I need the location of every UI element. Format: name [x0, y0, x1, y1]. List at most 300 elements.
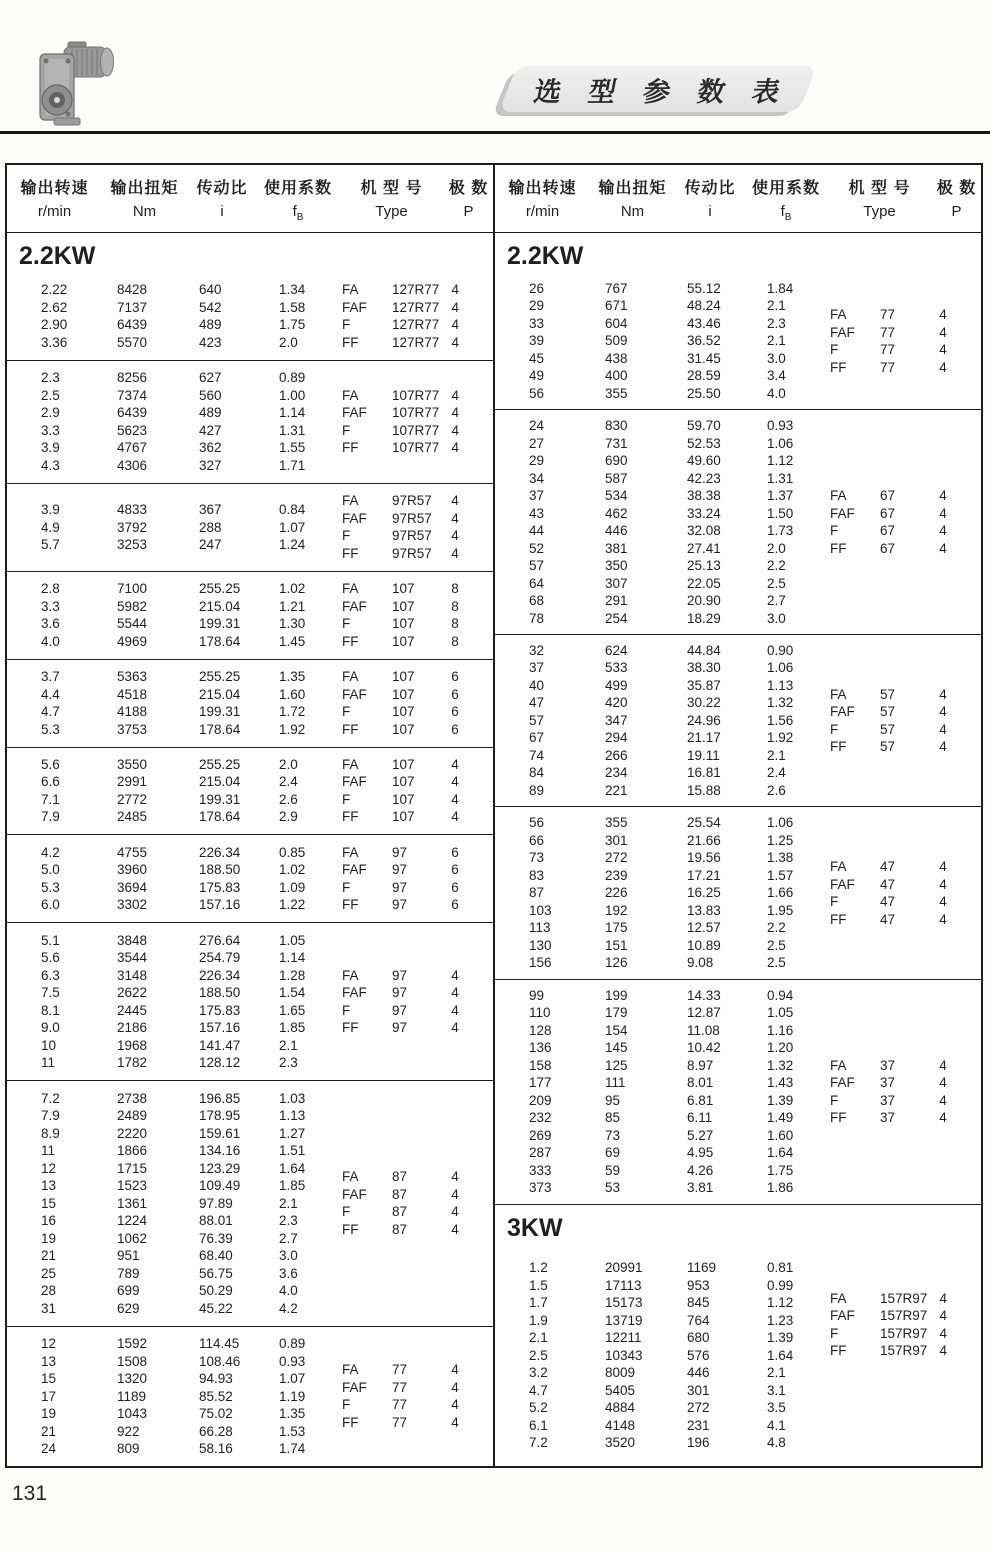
type-size: 97: [392, 844, 408, 860]
cell-output-torque: 699: [117, 1283, 140, 1299]
type-prefix: FA: [342, 1169, 359, 1185]
cell-service-factor: 1.25: [767, 832, 794, 848]
cell-service-factor: 1.64: [767, 1347, 794, 1363]
cell-ratio: 128.12: [199, 1055, 241, 1071]
type-row: [342, 439, 471, 457]
cell-service-factor: 1.05: [279, 932, 306, 948]
data-block: [7, 1326, 493, 1466]
table-row: [7, 1177, 342, 1195]
cell-output-torque: 69: [605, 1145, 621, 1161]
type-size: 37: [880, 1057, 896, 1073]
type-prefix: FA: [342, 967, 359, 983]
cell-output-speed: 209: [529, 1092, 552, 1108]
cell-ratio: 32.08: [687, 523, 721, 539]
table-row: [495, 1382, 830, 1400]
type-prefix: FF: [342, 1221, 359, 1237]
cell-output-torque: 2485: [117, 809, 148, 825]
type-prefix: FAF: [342, 299, 367, 315]
poles-value: 4: [451, 545, 459, 561]
cell-service-factor: 1.37: [767, 488, 794, 504]
cell-output-speed: 110: [529, 1005, 551, 1021]
type-row: [342, 387, 471, 405]
data-block: [7, 659, 493, 747]
cell-service-factor: 0.90: [767, 642, 794, 658]
cell-service-factor: 1.53: [279, 1423, 306, 1439]
type-prefix: FAF: [830, 1308, 855, 1323]
type-prefix: FAF: [342, 1379, 367, 1395]
cell-ratio: 13.83: [687, 902, 721, 918]
table-row: [495, 1109, 830, 1127]
poles-value: 4: [451, 985, 459, 1001]
type-row: [342, 703, 471, 721]
cell-ratio: 22.05: [687, 575, 721, 591]
type-list: [342, 1086, 493, 1320]
type-prefix: FA: [830, 488, 847, 504]
poles-value: 6: [451, 686, 459, 702]
type-row: [342, 527, 471, 545]
type-size: 87: [392, 1169, 408, 1185]
table-half: [493, 165, 981, 1466]
cell-service-factor: 0.84: [279, 502, 306, 518]
table-row: [7, 1037, 342, 1055]
cell-output-torque: 234: [605, 765, 628, 781]
type-list: [830, 415, 981, 629]
cell-output-speed: 15: [41, 1371, 57, 1387]
type-row: [830, 1057, 959, 1075]
cell-service-factor: 0.93: [279, 1353, 306, 1369]
type-size: 97R57: [392, 493, 432, 509]
header-unit: Nm: [132, 203, 157, 220]
cell-service-factor: 1.06: [767, 815, 794, 831]
cell-output-speed: 47: [529, 695, 545, 711]
poles-value: 4: [939, 1092, 947, 1108]
cell-output-torque: 199: [605, 987, 628, 1003]
type-prefix: FA: [342, 282, 359, 298]
poles-value: 4: [939, 324, 947, 340]
table-row: [7, 1388, 342, 1406]
cell-output-torque: 151: [605, 937, 628, 953]
type-row: [342, 861, 471, 879]
type-list: [342, 840, 493, 917]
cell-service-factor: 1.03: [279, 1090, 306, 1106]
data-block: [495, 409, 981, 634]
poles-value: 4: [939, 1057, 947, 1073]
type-row: [830, 1109, 959, 1127]
header-unit: i: [708, 203, 712, 220]
cell-service-factor: 2.5: [767, 955, 786, 971]
type-prefix: FAF: [830, 324, 855, 340]
cell-output-speed: 34: [529, 470, 545, 486]
table-row: [7, 404, 342, 422]
cell-ratio: 35.87: [687, 677, 721, 693]
cell-ratio: 15.88: [687, 782, 721, 798]
table-row: [7, 721, 342, 739]
poles-value: 6: [451, 897, 459, 913]
banner-shape: [499, 66, 818, 112]
type-prefix: FF: [342, 545, 359, 561]
cell-ratio: 75.02: [199, 1406, 233, 1422]
cell-output-torque: 4188: [117, 704, 148, 720]
type-row: [830, 893, 959, 911]
column-header-cell: [675, 175, 745, 223]
type-list: [830, 278, 981, 404]
column-header-cell: [7, 175, 102, 223]
cell-output-torque: 95: [605, 1092, 621, 1108]
table-row: [495, 505, 830, 523]
type-size: 107R77: [392, 440, 440, 456]
cell-output-torque: 175: [605, 920, 628, 936]
header-label: 使用系数: [263, 180, 332, 197]
table-row: [7, 808, 342, 826]
table-row: [7, 1405, 342, 1423]
cell-output-torque: 1782: [117, 1055, 148, 1071]
table-row: [495, 1294, 830, 1312]
table-row: [495, 417, 830, 435]
table-row: [7, 281, 342, 299]
header-label: 输出转速: [508, 180, 577, 197]
type-size: 57: [880, 721, 896, 737]
poles-value: 4: [939, 1290, 948, 1306]
cell-service-factor: 1.28: [279, 967, 306, 983]
cell-output-torque: 2991: [117, 774, 148, 790]
cell-output-speed: 52: [529, 540, 545, 556]
type-row: [830, 1092, 959, 1110]
column-header-cell: [745, 175, 827, 223]
type-prefix: FF: [342, 440, 359, 456]
table-row: [495, 557, 830, 575]
type-row: [830, 324, 959, 342]
table-row: [7, 1335, 342, 1353]
cell-ratio: 199.31: [199, 791, 241, 807]
poles-value: 4: [451, 493, 459, 509]
cell-output-speed: 5.6: [41, 950, 60, 966]
cell-output-speed: 5.3: [41, 721, 60, 737]
table-row: [495, 747, 830, 765]
cell-output-speed: 5.7: [41, 537, 60, 553]
type-prefix: FAF: [342, 510, 367, 526]
header-unit: P: [951, 203, 962, 220]
type-row: [342, 1361, 471, 1379]
header-unit: Type: [863, 203, 896, 220]
numeric-rows: [7, 928, 342, 1075]
table-row: [7, 1002, 342, 1020]
poles-value: 4: [451, 1169, 459, 1185]
type-row: [830, 359, 959, 377]
cell-service-factor: 1.12: [767, 1295, 794, 1310]
cell-output-speed: 4.0: [41, 633, 60, 649]
power-rating-heading: 2.2KW: [19, 242, 96, 270]
gearmotor-image: [24, 36, 124, 128]
type-size: 77: [880, 307, 896, 323]
poles-value: 4: [451, 510, 459, 526]
table-row: [7, 1370, 342, 1388]
type-size: 107R77: [392, 387, 440, 403]
table-row: [495, 1179, 830, 1197]
cell-output-torque: 624: [605, 642, 628, 658]
type-row: [342, 598, 471, 616]
poles-value: 4: [939, 1343, 948, 1358]
cell-service-factor: 0.89: [279, 1336, 306, 1352]
cell-output-speed: 333: [529, 1162, 552, 1178]
type-row: [342, 844, 471, 862]
table-row: [7, 686, 342, 704]
cell-output-speed: 2.9: [41, 405, 60, 421]
cell-ratio: 215.04: [199, 598, 241, 614]
cell-service-factor: 0.85: [279, 844, 306, 860]
cell-output-torque: 4148: [605, 1417, 636, 1433]
header-unit: r/min: [525, 203, 560, 220]
table-row: [495, 782, 830, 800]
page-number: 131: [12, 1482, 48, 1505]
poles-value: 8: [451, 616, 459, 632]
type-size: 157R97: [880, 1343, 928, 1358]
cell-service-factor: 1.51: [279, 1143, 306, 1159]
cell-output-speed: 287: [529, 1145, 552, 1161]
cell-service-factor: 2.6: [279, 791, 298, 807]
type-prefix: FA: [342, 669, 359, 685]
type-row: [830, 306, 959, 324]
poles-value: 6: [451, 879, 459, 895]
cell-output-torque: 2220: [117, 1125, 148, 1141]
type-prefix: FF: [342, 633, 359, 649]
cell-service-factor: 2.4: [279, 774, 298, 790]
cell-service-factor: 2.4: [767, 765, 786, 781]
type-prefix: FAF: [342, 405, 367, 421]
cell-ratio: 427: [199, 422, 222, 438]
cell-output-torque: 8428: [117, 282, 148, 298]
header-label: 输出扭矩: [110, 180, 179, 197]
cell-output-speed: 4.7: [529, 1382, 548, 1398]
cell-output-torque: 154: [605, 1022, 628, 1038]
cell-ratio: 44.84: [687, 642, 721, 658]
cell-output-torque: 125: [605, 1057, 628, 1073]
type-prefix: FAF: [830, 876, 855, 892]
column-header-cell: [590, 175, 675, 223]
numeric-rows: [7, 840, 342, 917]
column-header: [7, 165, 493, 233]
table-row: [495, 1399, 830, 1417]
table-row: [495, 592, 830, 610]
data-block: [495, 806, 981, 978]
cell-output-torque: 111: [605, 1075, 626, 1091]
type-prefix: F: [342, 1397, 351, 1413]
header-label: 传动比: [684, 180, 736, 197]
cell-output-speed: 28: [41, 1283, 57, 1299]
cell-output-speed: 2.8: [41, 581, 60, 597]
type-row: [342, 510, 471, 528]
table-row: [7, 1107, 342, 1125]
cell-output-speed: 67: [529, 730, 545, 746]
cell-output-torque: 671: [605, 298, 628, 314]
type-row: [342, 896, 471, 914]
data-block: [7, 273, 493, 360]
cell-service-factor: 1.02: [279, 581, 306, 597]
table-row: [7, 501, 342, 519]
cell-output-speed: 87: [529, 885, 545, 901]
type-size: 127R77: [392, 282, 440, 298]
type-prefix: F: [342, 528, 351, 544]
type-row: [830, 341, 959, 359]
cell-service-factor: 1.57: [767, 867, 794, 883]
cell-ratio: 30.22: [687, 695, 721, 711]
cell-ratio: 254.79: [199, 950, 241, 966]
cell-output-speed: 2.22: [41, 282, 68, 298]
cell-output-speed: 33: [529, 315, 545, 331]
cell-ratio: 31.45: [687, 350, 721, 366]
cell-output-torque: 1866: [117, 1143, 148, 1159]
cell-service-factor: 1.85: [279, 1178, 306, 1194]
cell-ratio: 88.01: [199, 1213, 233, 1229]
table-row: [7, 896, 342, 914]
table-row: [7, 668, 342, 686]
type-size: 157R97: [880, 1290, 928, 1306]
cell-ratio: 226.34: [199, 844, 241, 860]
type-size: 107: [392, 756, 415, 772]
cell-output-speed: 4.3: [41, 457, 60, 473]
data-block: [495, 273, 981, 409]
type-row: [830, 703, 959, 721]
cell-output-torque: 499: [605, 677, 628, 693]
type-prefix: FF: [830, 911, 847, 927]
cell-output-torque: 767: [605, 280, 628, 296]
numeric-rows: [495, 985, 830, 1199]
cell-service-factor: 2.1: [767, 298, 786, 314]
table-row: [7, 949, 342, 967]
type-size: 107R77: [392, 422, 440, 438]
type-prefix: FF: [342, 809, 359, 825]
cell-output-speed: 29: [529, 453, 545, 469]
table-row: [7, 457, 342, 475]
cell-output-speed: 156: [529, 955, 552, 971]
cell-ratio: 301: [687, 1382, 710, 1398]
table-row: [7, 1423, 342, 1441]
type-size: 157R97: [880, 1325, 928, 1341]
type-row: [342, 422, 471, 440]
cell-output-torque: 3694: [117, 879, 148, 895]
cell-output-speed: 3.9: [41, 502, 60, 518]
numeric-rows: [7, 1332, 342, 1461]
table-row: [7, 1353, 342, 1371]
type-prefix: FA: [830, 1290, 847, 1306]
cell-output-speed: 7.9: [41, 809, 60, 825]
cell-output-speed: 7.2: [529, 1435, 548, 1450]
cell-service-factor: 1.38: [767, 850, 794, 866]
table-row: [495, 385, 830, 403]
type-prefix: FAF: [830, 1075, 855, 1091]
header-unit: r/min: [37, 203, 72, 220]
table-row: [7, 756, 342, 774]
cell-ratio: 178.64: [199, 809, 241, 825]
cell-output-speed: 2.1: [529, 1330, 548, 1345]
cell-output-torque: 2186: [117, 1020, 148, 1036]
cell-service-factor: 1.72: [279, 704, 306, 720]
cell-service-factor: 1.31: [767, 470, 794, 486]
cell-ratio: 25.54: [687, 815, 721, 831]
cell-output-speed: 373: [529, 1180, 552, 1196]
table-row: [7, 1142, 342, 1160]
type-prefix: F: [342, 317, 351, 333]
cell-output-speed: 1.9: [529, 1312, 548, 1328]
cell-service-factor: 4.0: [767, 385, 786, 401]
cell-service-factor: 1.60: [279, 686, 306, 702]
type-row: [342, 791, 471, 809]
poles-value: 4: [451, 1186, 459, 1202]
cell-service-factor: 2.3: [767, 315, 786, 331]
cell-ratio: 640: [199, 282, 222, 298]
type-size: 107: [392, 581, 415, 597]
type-prefix: F: [342, 1204, 351, 1220]
numeric-rows: [495, 415, 830, 629]
type-row: [342, 633, 471, 651]
cell-output-torque: 3544: [117, 950, 148, 966]
cell-output-torque: 4884: [605, 1400, 636, 1415]
numeric-rows: [495, 812, 830, 973]
cell-ratio: 108.46: [199, 1353, 241, 1369]
cell-output-torque: 381: [605, 540, 628, 556]
poles-value: 4: [939, 876, 947, 892]
cell-ratio: 215.04: [199, 774, 241, 790]
cell-service-factor: 1.58: [279, 299, 306, 315]
cell-output-torque: 20991: [605, 1260, 643, 1275]
type-prefix: FF: [830, 1110, 847, 1126]
table-row: [495, 1417, 830, 1435]
cell-output-speed: 6.1: [529, 1417, 548, 1433]
table-row: [495, 1039, 830, 1057]
cell-output-torque: 17113: [605, 1277, 642, 1293]
cell-output-speed: 1.7: [529, 1295, 548, 1310]
data-block: [7, 360, 493, 483]
column-body: [495, 233, 981, 1466]
type-row: [830, 1307, 959, 1325]
cell-ratio: 188.50: [199, 985, 241, 1001]
header-label: 机 型 号: [848, 180, 911, 197]
cell-service-factor: 3.6: [279, 1265, 298, 1281]
type-size: 97: [392, 1002, 408, 1018]
cell-service-factor: 2.1: [279, 1195, 298, 1211]
poles-value: 4: [939, 739, 947, 755]
cell-ratio: 12.57: [687, 920, 721, 936]
cell-ratio: 52.53: [687, 435, 721, 451]
type-row: [342, 879, 471, 897]
type-list: [342, 489, 493, 566]
header-label: 输出转速: [20, 180, 89, 197]
cell-ratio: 362: [199, 440, 222, 456]
cell-ratio: 272: [687, 1400, 710, 1415]
type-size: 127R77: [392, 299, 440, 315]
type-list: [830, 985, 981, 1199]
header-unit: P: [463, 203, 474, 220]
cell-ratio: 33.24: [687, 505, 721, 521]
cell-ratio: 18.29: [687, 610, 721, 626]
poles-value: 8: [451, 598, 459, 614]
power-section: [495, 233, 981, 1204]
type-size: 97: [392, 985, 408, 1001]
cell-service-factor: 1.92: [279, 721, 306, 737]
poles-value: 6: [451, 721, 459, 737]
cell-output-speed: 66: [529, 832, 545, 848]
cell-service-factor: 1.14: [279, 405, 306, 421]
cell-output-torque: 438: [605, 350, 628, 366]
cell-ratio: 9.08: [687, 955, 714, 971]
cell-ratio: 59.70: [687, 418, 721, 434]
type-size: 97R57: [392, 545, 432, 561]
cell-output-speed: 6.3: [41, 967, 60, 983]
cell-output-torque: 789: [117, 1265, 140, 1281]
cell-output-speed: 73: [529, 850, 545, 866]
cell-output-speed: 2.62: [41, 299, 68, 315]
table-row: [7, 369, 342, 387]
cell-ratio: 157.16: [199, 1020, 241, 1036]
